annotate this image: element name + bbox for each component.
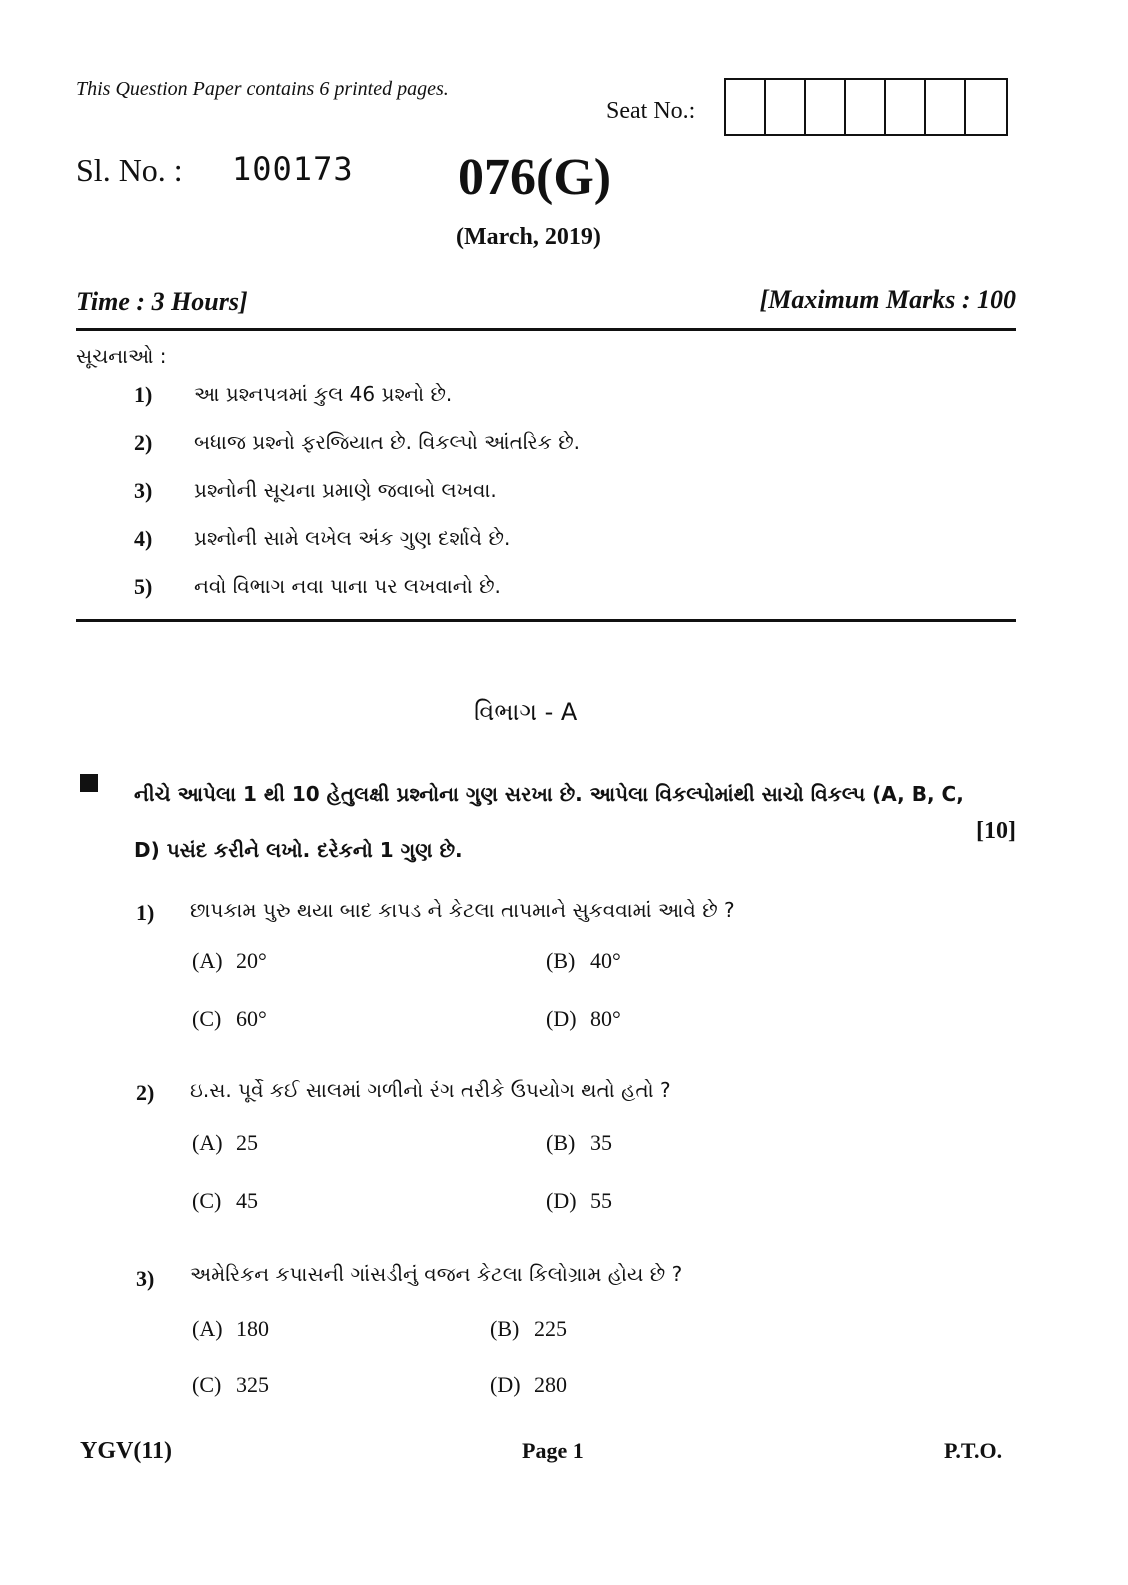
option-value: 60° (236, 1006, 267, 1031)
instructions-heading: સૂચનાઓ : (76, 344, 167, 368)
instruction-item (134, 574, 580, 622)
option (192, 1372, 269, 1398)
question-number: 2) (136, 1080, 155, 1105)
option-label: (B) (546, 1130, 576, 1155)
exam-time: Time : 3 Hours] (76, 287, 248, 316)
section-directive: નીચે આપેલા 1 થી 10 હેતુલક્ષી પ્રશ્નોના ગુણ સરખા છે. આપેલા વિકલ્પોમાંથી સાચો વિકલ્પ (A, B, C, D) પસંદ કરીને લખો. દરેકનો 1 ગુણ છે. (134, 782, 964, 862)
option (546, 948, 621, 974)
option-label: (B) (490, 1316, 520, 1341)
seat-number-box (726, 80, 766, 134)
section-marks: [10] (976, 818, 1016, 844)
instruction-item (134, 382, 580, 430)
option (192, 1188, 258, 1214)
option-label: (B) (546, 948, 576, 973)
option (490, 1316, 567, 1342)
option-value: 280 (534, 1372, 567, 1397)
instruction-number: 4) (134, 526, 153, 551)
option-value: 225 (534, 1316, 567, 1341)
question-text: અમેરિકન કપાસની ગાંસડીનું વજન કેટલા કિલોગ્રામ હોય છે ? (190, 1262, 683, 1286)
question-text: ઇ.સ. પૂર્વે કઈ સાલમાં ગળીનો રંગ તરીકે ઉપયોગ થતો હતો ? (190, 1078, 671, 1102)
option-value: 45 (236, 1188, 258, 1213)
option (192, 1130, 258, 1156)
option-label: (A) (192, 948, 223, 973)
option-label: (A) (192, 1130, 223, 1155)
seat-number-box (846, 80, 886, 134)
seat-number-boxes (724, 78, 1008, 136)
instruction-text: પ્રશ્નોની સામે લખેલ અંક ગુણ દર્શાવે છે. (194, 526, 511, 550)
option-value: 40° (590, 948, 621, 973)
option-label: (C) (192, 1372, 222, 1397)
maximum-marks: [Maximum Marks : 100 (759, 285, 1016, 314)
seat-number-box (886, 80, 926, 134)
instruction-text: પ્રશ્નોની સૂચના પ્રમાણે જવાબો લખવા. (194, 478, 497, 502)
option-label: (D) (490, 1372, 521, 1397)
seat-number-box (966, 80, 1006, 134)
paper-code: 076(G) (458, 149, 612, 206)
instruction-item (134, 526, 580, 574)
section-title: વિભાગ - A (474, 698, 578, 726)
instruction-item (134, 478, 580, 526)
option (192, 1006, 267, 1032)
option (546, 1130, 612, 1156)
option (490, 1372, 567, 1398)
instruction-text: બધાજ પ્રશ્નો ફરજિયાત છે. વિકલ્પો આંતરિક છે. (194, 430, 581, 454)
page-number: Page 1 (522, 1438, 584, 1463)
option-value: 180 (236, 1316, 269, 1341)
option-label: (C) (192, 1188, 222, 1213)
option-label: (D) (546, 1188, 577, 1213)
seat-number-box (926, 80, 966, 134)
serial-number-label: Sl. No. : (76, 152, 183, 188)
header-divider (76, 328, 1016, 331)
instruction-number: 3) (134, 478, 153, 503)
option-value: 325 (236, 1372, 269, 1397)
option-value: 20° (236, 948, 267, 973)
question-number: 1) (136, 900, 155, 925)
option-label: (A) (192, 1316, 223, 1341)
instruction-number: 1) (134, 382, 153, 407)
square-bullet-icon (80, 774, 98, 792)
instruction-number: 5) (134, 574, 153, 599)
option (546, 1006, 621, 1032)
option-value: 80° (590, 1006, 621, 1031)
option (192, 948, 267, 974)
instructions-list (134, 382, 580, 622)
question-number: 3) (136, 1266, 155, 1291)
option (546, 1188, 612, 1214)
option-label: (D) (546, 1006, 577, 1031)
instruction-number: 2) (134, 430, 153, 455)
exam-date: (March, 2019) (456, 224, 601, 250)
option (192, 1316, 269, 1342)
instruction-text: નવો વિભાગ નવા પાના પર લખવાનો છે. (194, 574, 501, 598)
option-value: 25 (236, 1130, 258, 1155)
seat-number-box (766, 80, 806, 134)
pages-note: This Question Paper contains 6 printed pages. (76, 78, 449, 100)
please-turn-over: P.T.O. (944, 1438, 1003, 1463)
instruction-item (134, 430, 580, 478)
serial-number-value: 100173 (232, 150, 354, 188)
question-text: છાપકામ પુરુ થયા બાદ કાપડ ને કેટલા તાપમાને સુકવવામાં આવે છે ? (190, 898, 735, 922)
seat-number-box (806, 80, 846, 134)
instruction-text: આ પ્રશ્નપત્રમાં કુલ 46 પ્રશ્નો છે. (194, 382, 453, 406)
option-value: 35 (590, 1130, 612, 1155)
seat-number-label: Seat No.: (606, 98, 696, 124)
option-label: (C) (192, 1006, 222, 1031)
instructions-divider (76, 619, 1016, 622)
option-value: 55 (590, 1188, 612, 1213)
footer-code: YGV(11) (80, 1438, 172, 1464)
